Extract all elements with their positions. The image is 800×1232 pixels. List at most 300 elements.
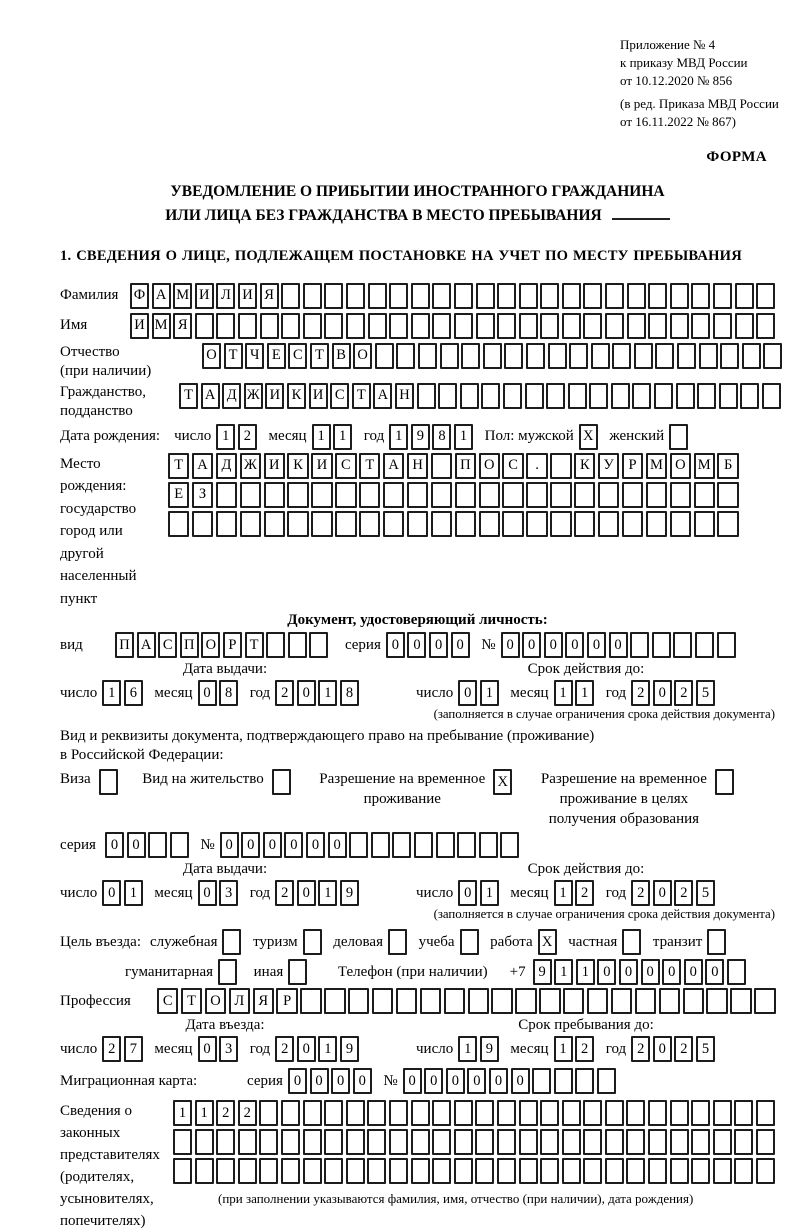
char-cell[interactable]: [648, 283, 667, 309]
char-cell[interactable]: [324, 313, 343, 339]
char-cell[interactable]: [568, 383, 587, 409]
char-cell[interactable]: [300, 988, 321, 1014]
char-cell[interactable]: [519, 1129, 538, 1155]
char-cell[interactable]: [195, 1158, 214, 1184]
char-cell[interactable]: [497, 1158, 516, 1184]
char-cell[interactable]: [368, 283, 387, 309]
char-cell[interactable]: [670, 283, 689, 309]
char-cell[interactable]: [259, 1158, 278, 1184]
char-cell[interactable]: С: [157, 988, 178, 1014]
char-cell[interactable]: [659, 988, 680, 1014]
char-cell[interactable]: [717, 511, 738, 537]
char-cell[interactable]: [515, 988, 536, 1014]
char-cell[interactable]: Я: [173, 313, 192, 339]
char-cell[interactable]: [597, 1068, 616, 1094]
char-cell[interactable]: 1: [575, 680, 594, 706]
char-cell[interactable]: [346, 1158, 365, 1184]
char-cell[interactable]: И: [311, 453, 332, 479]
char-cell[interactable]: [479, 511, 500, 537]
char-cell[interactable]: [195, 313, 214, 339]
char-cell[interactable]: [170, 832, 189, 858]
char-cell[interactable]: Н: [407, 453, 428, 479]
char-cell[interactable]: .: [526, 453, 547, 479]
checkbox-cell[interactable]: [715, 769, 734, 795]
char-cell[interactable]: [670, 313, 689, 339]
char-cell[interactable]: 3: [219, 880, 238, 906]
char-cell[interactable]: [455, 482, 476, 508]
char-cell[interactable]: О: [353, 343, 372, 369]
char-cell[interactable]: 9: [340, 880, 359, 906]
char-cell[interactable]: 1: [554, 1036, 573, 1062]
char-cell[interactable]: 1: [480, 880, 499, 906]
char-cell[interactable]: [476, 283, 495, 309]
char-cell[interactable]: [695, 632, 714, 658]
char-cell[interactable]: [367, 1129, 386, 1155]
char-cell[interactable]: [432, 1100, 451, 1126]
char-cell[interactable]: З: [192, 482, 213, 508]
char-cell[interactable]: [311, 511, 332, 537]
char-cell[interactable]: Т: [245, 632, 264, 658]
char-cell[interactable]: [611, 988, 632, 1014]
char-cell[interactable]: [627, 283, 646, 309]
char-cell[interactable]: [259, 1100, 278, 1126]
char-cell[interactable]: 1: [554, 959, 573, 985]
char-cell[interactable]: 9: [411, 424, 430, 450]
checkbox-cell[interactable]: [460, 929, 479, 955]
char-cell[interactable]: [591, 343, 610, 369]
char-cell[interactable]: [240, 511, 261, 537]
char-cell[interactable]: [389, 313, 408, 339]
char-cell[interactable]: Л: [229, 988, 250, 1014]
char-cell[interactable]: С: [335, 453, 356, 479]
char-cell[interactable]: 0: [297, 1036, 316, 1062]
char-cell[interactable]: 0: [105, 832, 124, 858]
char-cell[interactable]: [563, 988, 584, 1014]
char-cell[interactable]: [431, 453, 452, 479]
char-cell[interactable]: [417, 383, 436, 409]
char-cell[interactable]: И: [265, 383, 284, 409]
char-cell[interactable]: П: [455, 453, 476, 479]
char-cell[interactable]: О: [202, 343, 221, 369]
char-cell[interactable]: [436, 832, 455, 858]
char-cell[interactable]: [626, 1129, 645, 1155]
char-cell[interactable]: М: [152, 313, 171, 339]
char-cell[interactable]: [611, 383, 630, 409]
char-cell[interactable]: 8: [432, 424, 451, 450]
char-cell[interactable]: 1: [312, 424, 331, 450]
char-cell[interactable]: [583, 1129, 602, 1155]
char-cell[interactable]: [431, 482, 452, 508]
char-cell[interactable]: [756, 313, 775, 339]
char-cell[interactable]: 1: [318, 1036, 337, 1062]
char-cell[interactable]: 2: [575, 880, 594, 906]
char-cell[interactable]: [634, 343, 653, 369]
char-cell[interactable]: 0: [641, 959, 660, 985]
char-cell[interactable]: [648, 1100, 667, 1126]
char-cell[interactable]: [526, 511, 547, 537]
char-cell[interactable]: [569, 343, 588, 369]
char-cell[interactable]: 0: [446, 1068, 465, 1094]
char-cell[interactable]: [432, 1129, 451, 1155]
char-cell[interactable]: 1: [124, 880, 143, 906]
char-cell[interactable]: [281, 1158, 300, 1184]
char-cell[interactable]: Я: [253, 988, 274, 1014]
char-cell[interactable]: [392, 832, 411, 858]
char-cell[interactable]: [575, 1068, 594, 1094]
char-cell[interactable]: [454, 313, 473, 339]
char-cell[interactable]: [454, 1129, 473, 1155]
char-cell[interactable]: [694, 511, 715, 537]
char-cell[interactable]: 1: [554, 680, 573, 706]
char-cell[interactable]: [475, 1158, 494, 1184]
checkbox-cell[interactable]: [669, 424, 688, 450]
char-cell[interactable]: [216, 511, 237, 537]
char-cell[interactable]: [622, 482, 643, 508]
char-cell[interactable]: [367, 1100, 386, 1126]
char-cell[interactable]: [697, 383, 716, 409]
char-cell[interactable]: Д: [222, 383, 241, 409]
char-cell[interactable]: К: [287, 383, 306, 409]
char-cell[interactable]: [216, 313, 235, 339]
char-cell[interactable]: [691, 313, 710, 339]
char-cell[interactable]: [491, 988, 512, 1014]
char-cell[interactable]: [411, 1158, 430, 1184]
char-cell[interactable]: 0: [662, 959, 681, 985]
char-cell[interactable]: В: [332, 343, 351, 369]
char-cell[interactable]: 2: [238, 1100, 257, 1126]
char-cell[interactable]: Л: [216, 283, 235, 309]
char-cell[interactable]: 0: [458, 880, 477, 906]
char-cell[interactable]: [383, 482, 404, 508]
char-cell[interactable]: К: [574, 453, 595, 479]
char-cell[interactable]: 1: [102, 680, 121, 706]
char-cell[interactable]: [735, 283, 754, 309]
char-cell[interactable]: [288, 632, 307, 658]
char-cell[interactable]: [742, 343, 761, 369]
char-cell[interactable]: Ф: [130, 283, 149, 309]
char-cell[interactable]: [691, 283, 710, 309]
char-cell[interactable]: 2: [275, 680, 294, 706]
char-cell[interactable]: [562, 313, 581, 339]
checkbox-cell[interactable]: [622, 929, 641, 955]
char-cell[interactable]: [539, 988, 560, 1014]
char-cell[interactable]: [519, 1158, 538, 1184]
char-cell[interactable]: 2: [674, 1036, 693, 1062]
char-cell[interactable]: 8: [340, 680, 359, 706]
char-cell[interactable]: [605, 1129, 624, 1155]
char-cell[interactable]: [432, 313, 451, 339]
char-cell[interactable]: [454, 1100, 473, 1126]
checkbox-cell[interactable]: X: [579, 424, 598, 450]
char-cell[interactable]: [287, 482, 308, 508]
char-cell[interactable]: 0: [511, 1068, 530, 1094]
char-cell[interactable]: [309, 632, 328, 658]
char-cell[interactable]: А: [373, 383, 392, 409]
char-cell[interactable]: 0: [353, 1068, 372, 1094]
char-cell[interactable]: М: [646, 453, 667, 479]
char-cell[interactable]: 0: [451, 632, 470, 658]
char-cell[interactable]: [655, 343, 674, 369]
char-cell[interactable]: [420, 988, 441, 1014]
char-cell[interactable]: 2: [631, 1036, 650, 1062]
char-cell[interactable]: Т: [310, 343, 329, 369]
char-cell[interactable]: [627, 313, 646, 339]
char-cell[interactable]: 0: [489, 1068, 508, 1094]
char-cell[interactable]: [562, 1129, 581, 1155]
char-cell[interactable]: Н: [395, 383, 414, 409]
char-cell[interactable]: [713, 283, 732, 309]
char-cell[interactable]: А: [383, 453, 404, 479]
char-cell[interactable]: [168, 511, 189, 537]
char-cell[interactable]: С: [158, 632, 177, 658]
char-cell[interactable]: [694, 482, 715, 508]
char-cell[interactable]: [646, 511, 667, 537]
char-cell[interactable]: [476, 313, 495, 339]
char-cell[interactable]: [359, 511, 380, 537]
char-cell[interactable]: [238, 1158, 257, 1184]
char-cell[interactable]: [548, 343, 567, 369]
char-cell[interactable]: [740, 383, 759, 409]
char-cell[interactable]: 0: [609, 632, 628, 658]
char-cell[interactable]: [727, 959, 746, 985]
char-cell[interactable]: О: [205, 988, 226, 1014]
char-cell[interactable]: [673, 632, 692, 658]
checkbox-cell[interactable]: [272, 769, 291, 795]
char-cell[interactable]: [371, 832, 390, 858]
char-cell[interactable]: [389, 1158, 408, 1184]
char-cell[interactable]: [526, 343, 545, 369]
char-cell[interactable]: А: [152, 283, 171, 309]
char-cell[interactable]: [762, 383, 781, 409]
char-cell[interactable]: [540, 313, 559, 339]
char-cell[interactable]: [481, 383, 500, 409]
char-cell[interactable]: [396, 343, 415, 369]
checkbox-cell[interactable]: [303, 929, 322, 955]
checkbox-cell[interactable]: [218, 959, 237, 985]
checkbox-cell[interactable]: X: [493, 769, 512, 795]
char-cell[interactable]: 5: [696, 680, 715, 706]
char-cell[interactable]: [734, 1158, 753, 1184]
char-cell[interactable]: [519, 313, 538, 339]
char-cell[interactable]: [587, 988, 608, 1014]
checkbox-cell[interactable]: [288, 959, 307, 985]
char-cell[interactable]: [598, 511, 619, 537]
char-cell[interactable]: [677, 343, 696, 369]
char-cell[interactable]: [612, 343, 631, 369]
char-cell[interactable]: [763, 343, 782, 369]
char-cell[interactable]: 0: [597, 959, 616, 985]
char-cell[interactable]: [754, 988, 775, 1014]
char-cell[interactable]: Е: [168, 482, 189, 508]
char-cell[interactable]: [440, 343, 459, 369]
char-cell[interactable]: [287, 511, 308, 537]
char-cell[interactable]: [303, 1100, 322, 1126]
char-cell[interactable]: 0: [653, 1036, 672, 1062]
checkbox-cell[interactable]: [222, 929, 241, 955]
char-cell[interactable]: 9: [533, 959, 552, 985]
char-cell[interactable]: 1: [554, 880, 573, 906]
char-cell[interactable]: 0: [429, 632, 448, 658]
char-cell[interactable]: Р: [223, 632, 242, 658]
char-cell[interactable]: [532, 1068, 551, 1094]
char-cell[interactable]: Е: [267, 343, 286, 369]
char-cell[interactable]: [383, 511, 404, 537]
char-cell[interactable]: [411, 1129, 430, 1155]
char-cell[interactable]: [483, 343, 502, 369]
char-cell[interactable]: [654, 383, 673, 409]
char-cell[interactable]: [713, 1158, 732, 1184]
char-cell[interactable]: [372, 988, 393, 1014]
char-cell[interactable]: [626, 1100, 645, 1126]
char-cell[interactable]: 2: [575, 1036, 594, 1062]
char-cell[interactable]: 0: [587, 632, 606, 658]
char-cell[interactable]: [414, 832, 433, 858]
char-cell[interactable]: К: [287, 453, 308, 479]
char-cell[interactable]: 0: [297, 680, 316, 706]
char-cell[interactable]: [368, 313, 387, 339]
char-cell[interactable]: [598, 482, 619, 508]
char-cell[interactable]: [216, 1158, 235, 1184]
char-cell[interactable]: [348, 988, 369, 1014]
char-cell[interactable]: [173, 1158, 192, 1184]
char-cell[interactable]: [683, 988, 704, 1014]
char-cell[interactable]: 1: [389, 424, 408, 450]
char-cell[interactable]: [525, 383, 544, 409]
char-cell[interactable]: А: [201, 383, 220, 409]
char-cell[interactable]: [500, 832, 519, 858]
char-cell[interactable]: [335, 482, 356, 508]
char-cell[interactable]: [632, 383, 651, 409]
char-cell[interactable]: [438, 383, 457, 409]
char-cell[interactable]: [717, 482, 738, 508]
char-cell[interactable]: [359, 482, 380, 508]
char-cell[interactable]: [259, 1129, 278, 1155]
char-cell[interactable]: [497, 1129, 516, 1155]
char-cell[interactable]: [431, 511, 452, 537]
char-cell[interactable]: 0: [310, 1068, 329, 1094]
char-cell[interactable]: 7: [124, 1036, 143, 1062]
char-cell[interactable]: 1: [458, 1036, 477, 1062]
char-cell[interactable]: [335, 511, 356, 537]
char-cell[interactable]: [216, 482, 237, 508]
char-cell[interactable]: Т: [179, 383, 198, 409]
char-cell[interactable]: [540, 1129, 559, 1155]
char-cell[interactable]: [550, 453, 571, 479]
char-cell[interactable]: П: [180, 632, 199, 658]
char-cell[interactable]: [418, 343, 437, 369]
char-cell[interactable]: [411, 313, 430, 339]
char-cell[interactable]: [475, 1100, 494, 1126]
char-cell[interactable]: [148, 832, 167, 858]
char-cell[interactable]: [713, 313, 732, 339]
char-cell[interactable]: 0: [263, 832, 282, 858]
char-cell[interactable]: [349, 832, 368, 858]
char-cell[interactable]: Р: [622, 453, 643, 479]
char-cell[interactable]: [411, 283, 430, 309]
char-cell[interactable]: 0: [331, 1068, 350, 1094]
char-cell[interactable]: 5: [696, 880, 715, 906]
char-cell[interactable]: 2: [216, 1100, 235, 1126]
char-cell[interactable]: 0: [386, 632, 405, 658]
char-cell[interactable]: [735, 313, 754, 339]
char-cell[interactable]: [324, 1100, 343, 1126]
char-cell[interactable]: [324, 988, 345, 1014]
char-cell[interactable]: С: [330, 383, 349, 409]
char-cell[interactable]: 3: [219, 1036, 238, 1062]
char-cell[interactable]: [519, 283, 538, 309]
char-cell[interactable]: 2: [238, 424, 257, 450]
char-cell[interactable]: Т: [168, 453, 189, 479]
char-cell[interactable]: Я: [260, 283, 279, 309]
char-cell[interactable]: [605, 1158, 624, 1184]
char-cell[interactable]: 2: [674, 880, 693, 906]
char-cell[interactable]: 0: [467, 1068, 486, 1094]
char-cell[interactable]: 0: [619, 959, 638, 985]
char-cell[interactable]: О: [670, 453, 691, 479]
char-cell[interactable]: [670, 511, 691, 537]
char-cell[interactable]: И: [130, 313, 149, 339]
char-cell[interactable]: 0: [198, 880, 217, 906]
char-cell[interactable]: [346, 1100, 365, 1126]
char-cell[interactable]: [670, 482, 691, 508]
char-cell[interactable]: [461, 343, 480, 369]
char-cell[interactable]: 0: [297, 880, 316, 906]
char-cell[interactable]: [574, 511, 595, 537]
char-cell[interactable]: 2: [102, 1036, 121, 1062]
char-cell[interactable]: 1: [454, 424, 473, 450]
char-cell[interactable]: [550, 511, 571, 537]
char-cell[interactable]: 1: [216, 424, 235, 450]
char-cell[interactable]: [554, 1068, 573, 1094]
char-cell[interactable]: 0: [220, 832, 239, 858]
char-cell[interactable]: 0: [705, 959, 724, 985]
char-cell[interactable]: [574, 482, 595, 508]
char-cell[interactable]: 0: [102, 880, 121, 906]
char-cell[interactable]: [670, 1100, 689, 1126]
char-cell[interactable]: 0: [241, 832, 260, 858]
char-cell[interactable]: И: [264, 453, 285, 479]
char-cell[interactable]: И: [195, 283, 214, 309]
char-cell[interactable]: 2: [631, 880, 650, 906]
char-cell[interactable]: [504, 343, 523, 369]
char-cell[interactable]: [346, 283, 365, 309]
char-cell[interactable]: [648, 1158, 667, 1184]
char-cell[interactable]: [756, 1100, 775, 1126]
char-cell[interactable]: 0: [544, 632, 563, 658]
char-cell[interactable]: [562, 1158, 581, 1184]
char-cell[interactable]: [502, 511, 523, 537]
char-cell[interactable]: [407, 511, 428, 537]
char-cell[interactable]: [562, 283, 581, 309]
char-cell[interactable]: [719, 383, 738, 409]
char-cell[interactable]: [411, 1100, 430, 1126]
char-cell[interactable]: 0: [403, 1068, 422, 1094]
char-cell[interactable]: [648, 1129, 667, 1155]
char-cell[interactable]: И: [309, 383, 328, 409]
char-cell[interactable]: П: [115, 632, 134, 658]
char-cell[interactable]: 0: [458, 680, 477, 706]
char-cell[interactable]: Ч: [245, 343, 264, 369]
char-cell[interactable]: [583, 1100, 602, 1126]
char-cell[interactable]: 2: [275, 880, 294, 906]
char-cell[interactable]: [303, 1158, 322, 1184]
char-cell[interactable]: [457, 832, 476, 858]
char-cell[interactable]: [713, 1129, 732, 1155]
char-cell[interactable]: 6: [124, 680, 143, 706]
char-cell[interactable]: 9: [480, 1036, 499, 1062]
char-cell[interactable]: [479, 832, 498, 858]
char-cell[interactable]: [192, 511, 213, 537]
